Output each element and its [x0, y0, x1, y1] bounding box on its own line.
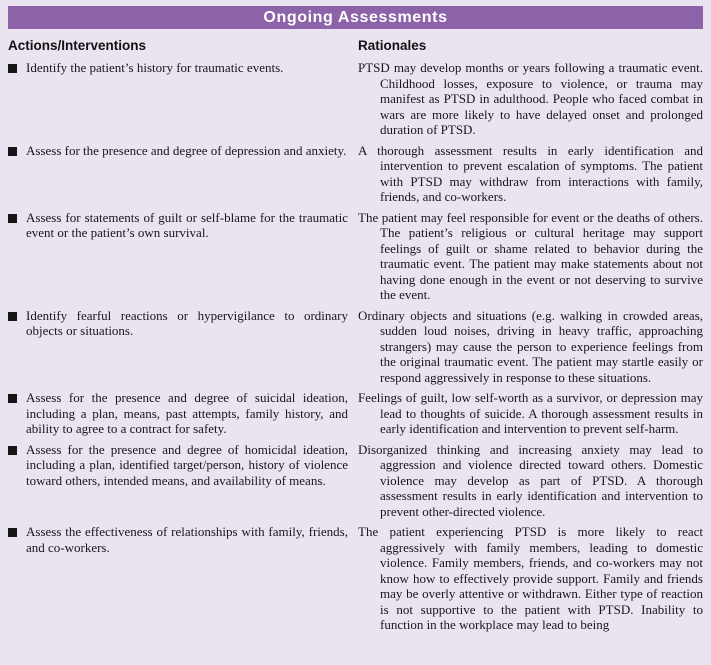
- action-item: [8, 308, 348, 386]
- rationale-text: Ordinary objects and situations (e.g. walking in crowded areas, sudden loud noises, driving in heavy traffic, approaching strangers) may cause the person to experience feelings from the original traumatic event. The patient may startle easily or respond aggressively in response to these situations.: [358, 307, 703, 385]
- column-headers: [8, 38, 703, 53]
- action-text: Assess the effectiveness of relationships with family, friends, and co-workers.: [26, 524, 348, 555]
- bullet-square-icon: [8, 394, 17, 403]
- bullet-square-icon: [8, 64, 17, 73]
- rationale-text: PTSD may develop months or years following a traumatic event. Childhood losses, exposure to violence, or trauma may manifest as PTSD in adulthood. People who faced combat in wars are more likely to have delayed onset and prolonged duration of PTSD.: [358, 60, 703, 137]
- rationale-text: Disorganized thinking and increasing anxiety may lead to aggression and violence directed toward others. Domestic violence may develop as part of PTSD. A thorough assessment results in early identification and intervention to prevent other-directed violence.: [358, 441, 703, 519]
- rationale-text: A thorough assessment results in early identification and intervention to prevent escalation of symptoms. The patient with PTSD may withdraw from interactions with family, friends, and co-workers.: [358, 142, 703, 204]
- action-item: [8, 390, 348, 437]
- action-item: [8, 524, 348, 633]
- action-item: [8, 143, 348, 205]
- column-header-rationales: Rationales: [358, 38, 427, 53]
- bullet-square-icon: [8, 528, 17, 537]
- section-title-banner: [8, 6, 703, 29]
- bullet-square-icon: [8, 147, 17, 156]
- action-text: Identify fearful reactions or hypervigilance to ordinary objects or situations.: [26, 307, 348, 338]
- bullet-square-icon: [8, 214, 17, 223]
- rationale-text: The patient may feel responsible for event or the deaths of others. The patient’s religious or cultural heritage may support feelings of guilt or shame related to behavior during the traumatic event. The patient may make statements about not having done enough in the event or not deserving to survive the event.: [358, 209, 703, 302]
- rationale-text: Feelings of guilt, low self-worth as a survivor, or depression may lead to thoughts of suicide. A thorough assessment results in early identification and intervention to prevent self-harm.: [358, 390, 703, 436]
- rationale-text: The patient experiencing PTSD is more likely to react aggressively with family members, leading to domestic violence. Family members, friends, and co-workers may not know how to effectively provide support. Family and friends may be overly attentive or withdrawn. Either type of reaction is not supportive to the patient with PTSD. Inability to function in the workplace may lead to being: [358, 524, 703, 632]
- action-text: Identify the patient’s history for traumatic events.: [26, 60, 284, 75]
- assessment-table: [8, 60, 703, 633]
- action-text: Assess for the presence and degree of depression and anxiety.: [26, 142, 347, 158]
- action-text: Assess for statements of guilt or self-blame for the traumatic event or the patient’s own survival.: [26, 209, 348, 240]
- action-item: [8, 60, 348, 138]
- action-text: Assess for the presence and degree of homicidal ideation, including a plan, identified target/person, history of violence toward others, intended means, and availability of means.: [26, 441, 348, 488]
- bullet-square-icon: [8, 446, 17, 455]
- column-header-actions: Actions/Interventions: [8, 38, 147, 53]
- action-text: Assess for the presence and degree of suicidal ideation, including a plan, means, past attempts, family history, and ability to agree to a contract for safety.: [26, 390, 348, 436]
- bullet-square-icon: [8, 312, 17, 321]
- section-title: Ongoing Assessments: [263, 9, 448, 26]
- action-item: [8, 210, 348, 303]
- action-item: [8, 442, 348, 520]
